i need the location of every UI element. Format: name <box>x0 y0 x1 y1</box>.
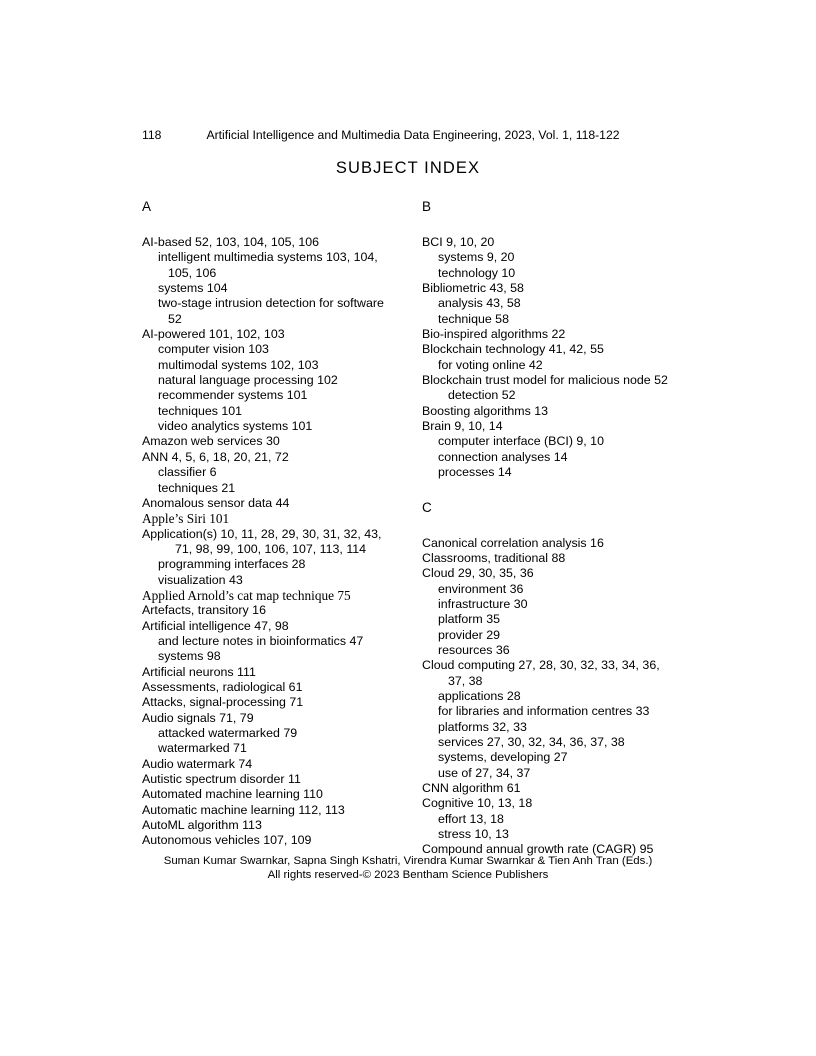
index-entry: Automatic machine learning 112, 113 <box>142 802 345 817</box>
index-subentry: technology 10 <box>438 265 516 280</box>
index-subentry: recommender systems 101 <box>158 388 308 403</box>
index-entry: Cloud 29, 30, 35, 36 <box>422 566 534 581</box>
index-subentry: processes 14 <box>438 465 512 480</box>
section-letter: A <box>142 199 152 214</box>
index-entry: Blockchain technology 41, 42, 55 <box>422 342 604 357</box>
index-entry: Boosting algorithms 13 <box>422 403 549 418</box>
index-section-a <box>142 199 434 849</box>
index-entry: AI-based 52, 103, 104, 105, 106 <box>142 235 320 249</box>
index-subentry: technique 58 <box>438 311 509 326</box>
index-entry: Audio watermark 74 <box>142 756 253 771</box>
index-subentry: 37, 38 <box>448 673 483 688</box>
index-subentry: platform 35 <box>438 612 500 627</box>
index-section-b <box>422 199 714 481</box>
index-subentry: multimodal systems 102, 103 <box>158 357 319 372</box>
index-entry: Applied Arnold’s cat map technique 75 <box>142 587 351 603</box>
footer-copyright: All rights reserved-© 2023 Bentham Science Publishers <box>267 869 549 881</box>
index-column-left <box>142 199 434 849</box>
index-subentry: connection analyses 14 <box>438 449 568 464</box>
index-subentry: programming interfaces 28 <box>158 557 306 572</box>
index-subentry: provider 29 <box>438 627 500 642</box>
index-entry: Brain 9, 10, 14 <box>422 419 503 434</box>
index-subentry: systems, developing 27 <box>438 750 568 765</box>
index-subentry: environment 36 <box>438 581 524 596</box>
index-subentry: analysis 43, 58 <box>438 296 521 311</box>
index-subentry: systems 98 <box>158 649 221 664</box>
index-column-right <box>422 199 714 858</box>
index-entry: Amazon web services 30 <box>142 434 280 449</box>
index-subentry: techniques 101 <box>158 403 243 418</box>
index-entry: Artificial intelligence 47, 98 <box>142 618 289 633</box>
index-entry: Cloud computing 27, 28, 30, 32, 33, 34, 36, <box>422 658 660 673</box>
index-entry: Cognitive 10, 13, 18 <box>422 796 533 811</box>
index-subentry: stress 10, 13 <box>438 827 509 842</box>
index-subentry: systems 9, 20 <box>438 250 515 265</box>
index-subentry: watermarked 71 <box>158 741 247 756</box>
page-title: SUBJECT INDEX <box>335 159 481 177</box>
index-subentry: 71, 98, 99, 100, 106, 107, 113, 114 <box>175 541 367 556</box>
index-entry: Blockchain trust model for malicious node 52 <box>422 373 668 388</box>
index-subentry: systems 104 <box>158 281 228 296</box>
section-letter: B <box>422 199 432 214</box>
index-subentry: natural language processing 102 <box>158 373 338 388</box>
index-subentry: computer interface (BCI) 9, 10 <box>438 434 604 449</box>
index-entry: CNN algorithm 61 <box>422 781 521 795</box>
index-subentry: 52 <box>168 311 182 326</box>
index-entry: Apple’s Siri 101 <box>142 511 230 527</box>
index-entry: Artefacts, transitory 16 <box>142 603 266 618</box>
index-subentry: applications 28 <box>438 688 521 703</box>
index-entry: Bibliometric 43, 58 <box>422 281 524 296</box>
index-subentry: for libraries and information centres 33 <box>438 704 650 719</box>
index-entry: Anomalous sensor data 44 <box>142 495 290 510</box>
index-subentry: two-stage intrusion detection for software <box>158 296 384 311</box>
index-subentry: video analytics systems 101 <box>158 419 313 434</box>
index-entry: Canonical correlation analysis 16 <box>422 535 604 550</box>
index-entry: Attacks, signal-processing 71 <box>142 695 304 710</box>
index-section-c <box>422 500 714 858</box>
index-subentry: services 27, 30, 32, 34, 36, 37, 38 <box>438 734 625 749</box>
index-entry: Classrooms, traditional 88 <box>422 550 566 565</box>
index-entry: AutoML algorithm 113 <box>142 818 262 833</box>
index-subentry: computer vision 103 <box>158 342 269 357</box>
index-entry: AI-powered 101, 102, 103 <box>142 327 285 342</box>
index-subentry: effort 13, 18 <box>438 811 504 826</box>
index-subentry: platforms 32, 33 <box>438 719 527 734</box>
index-entry: ANN 4, 5, 6, 18, 20, 21, 72 <box>142 449 289 464</box>
index-subentry: infrastructure 30 <box>438 596 528 611</box>
section-letter: C <box>422 499 432 515</box>
footer-editors: Suman Kumar Swarnkar, Sapna Singh Kshatri, Virendra Kumar Swarnkar & Tien Anh Tran (Eds.) <box>163 855 653 867</box>
index-subentry: intelligent multimedia systems 103, 104, <box>158 250 378 265</box>
running-title: Artificial Intelligence and Multimedia Data Engineering, 2023, Vol. 1, 118-122 <box>206 128 620 142</box>
index-entry: Application(s) 10, 11, 28, 29, 30, 31, 32, 43, <box>142 526 382 541</box>
index-subentry: use of 27, 34, 37 <box>438 765 531 780</box>
index-subentry: attacked watermarked 79 <box>158 726 298 740</box>
index-subentry: visualization 43 <box>158 572 243 587</box>
index-entry: Artificial neurons 111 <box>142 664 256 679</box>
index-subentry: techniques 21 <box>158 480 236 495</box>
index-subentry: for voting online 42 <box>438 357 543 372</box>
index-entry: Autonomous vehicles 107, 109 <box>142 833 312 848</box>
page-footer <box>0 854 816 882</box>
index-subentry: and lecture notes in bioinformatics 47 <box>158 633 364 648</box>
index-entry: Bio-inspired algorithms 22 <box>422 327 566 342</box>
index-entry: BCI 9, 10, 20 <box>422 235 495 249</box>
index-subentry: 105, 106 <box>168 265 217 280</box>
index-subentry: resources 36 <box>438 642 510 657</box>
index-subentry: detection 52 <box>448 388 516 403</box>
index-subentry: classifier 6 <box>158 465 217 480</box>
index-entry: Assessments, radiological 61 <box>142 679 303 694</box>
index-entry: Audio signals 71, 79 <box>142 710 254 725</box>
index-entry: Compound annual growth rate (CAGR) 95 <box>422 842 654 857</box>
index-entry: Autistic spectrum disorder 11 <box>142 772 301 787</box>
index-entry: Automated machine learning 110 <box>142 787 323 802</box>
page-number: 118 <box>142 128 162 142</box>
